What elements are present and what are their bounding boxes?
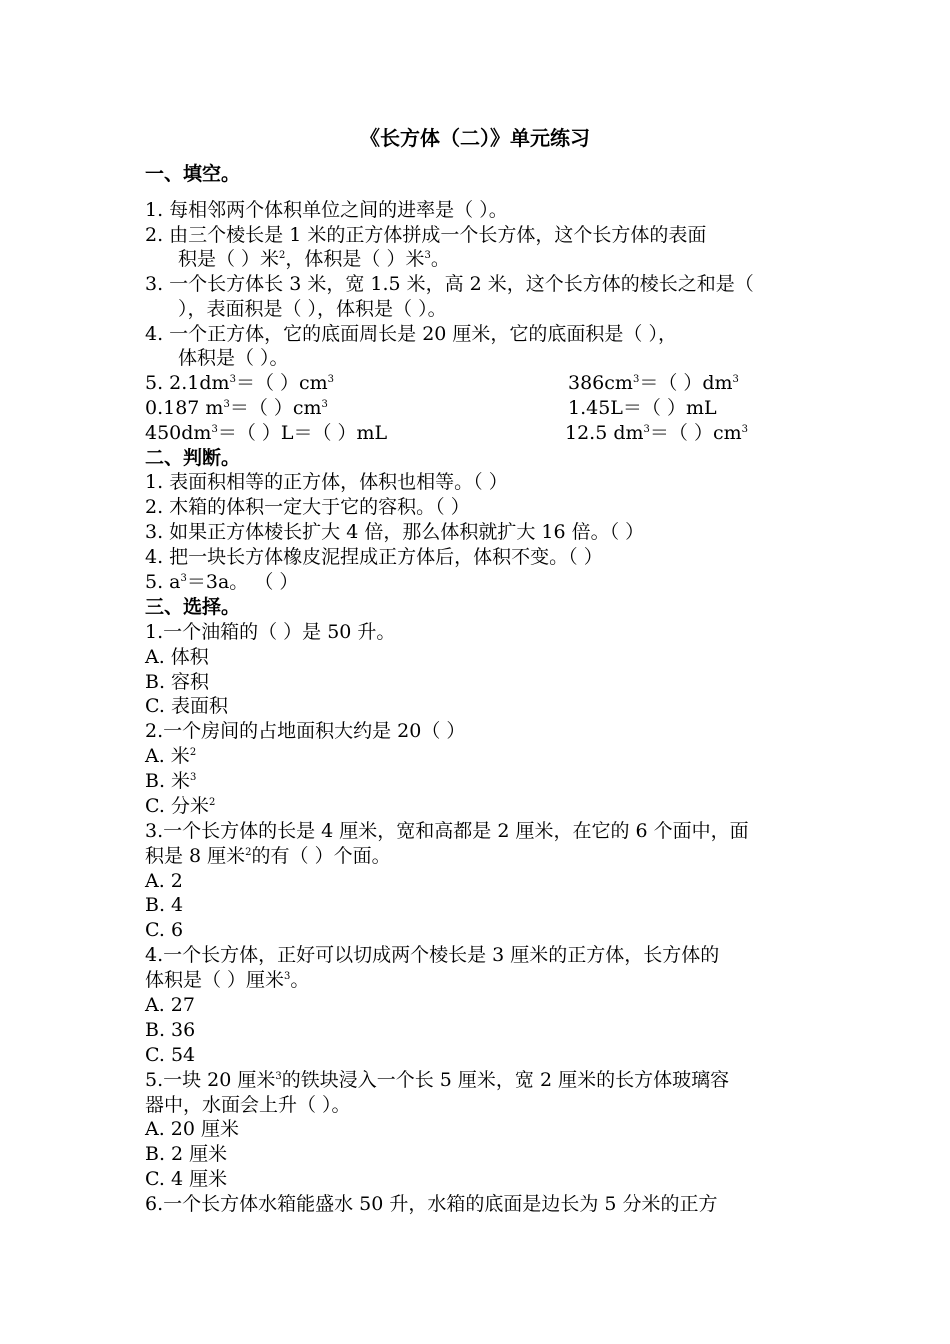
choice-5-option-b: B. 2 厘米 [145, 1143, 228, 1165]
judge-question-2: 2. 木箱的体积一定大于它的容积。（ ） [145, 496, 470, 518]
choice-3-option-c: C. 6 [145, 919, 184, 941]
fill-question-4-line-1: 4. 一个正方体，它的底面周长是 20 厘米，它的底面积是（ ）， [145, 323, 677, 345]
choice-question-1: 1.一个油箱的（ ）是 50 升。 [145, 621, 396, 643]
choice-5-option-a: A. 20 厘米 [145, 1118, 240, 1140]
choice-1-option-c: C. 表面积 [145, 695, 228, 717]
choice-1-option-a: A. 体积 [145, 646, 209, 668]
choice-2-option-c: C. 分米$^2$ [145, 795, 216, 817]
choice-question-4-line-2: 体积是（ ）厘米$^3$。 [145, 969, 310, 991]
fill-question-5-row-2-left: 0.187 $m^3=$（ ）$cm^3$ [145, 397, 328, 419]
fill-question-5-row-2-right: 1.45L＝（ ）mL [568, 397, 717, 419]
choice-question-6-line-1: 6.一个长方体水箱能盛水 50 升，水箱的底面是边长为 5 分米的正方 [145, 1193, 718, 1215]
fill-question-3-line-2: ），表面积是（ ），体积是（ ）。 [178, 298, 447, 320]
fill-question-5-row-3-right: 12.5 $dm^3=$（ ）$cm^3$ [565, 422, 748, 444]
judge-question-5: 5. $a^3=3a$。 （ ） [145, 571, 299, 593]
choice-4-option-c: C. 54 [145, 1044, 196, 1066]
choice-2-option-b: B. 米$^3$ [145, 770, 197, 792]
choice-4-option-a: A. 27 [145, 994, 195, 1016]
fill-question-3-line-1: 3. 一个长方体长 3 米，宽 1.5 米，高 2 米，这个长方体的棱长之和是（ [145, 273, 754, 295]
choice-3-option-b: B. 4 [145, 894, 184, 916]
fill-question-5-row-1-right: $386cm^3=$（ ）$dm^3$ [568, 372, 739, 394]
choice-4-option-b: B. 36 [145, 1019, 196, 1041]
choice-question-5-line-1: 5.一块 20 厘米$^3$的铁块浸入一个长 5 厘米，宽 2 厘米的长方体玻璃容 [145, 1069, 730, 1091]
judge-question-3: 3. 如果正方体棱长扩大 4 倍，那么体积就扩大 16 倍。（ ） [145, 521, 645, 543]
choice-question-3-line-1: 3.一个长方体的长是 4 厘米，宽和高都是 2 厘米，在它的 6 个面中，面 [145, 820, 749, 842]
choice-2-option-a: A. 米$^2$ [145, 745, 197, 767]
fill-question-5-row-3-left: $450dm^3=$（ ）L＝（ ）mL [145, 422, 388, 444]
choice-3-option-a: A. 2 [145, 870, 183, 892]
choice-question-2: 2.一个房间的占地面积大约是 20（ ） [145, 720, 466, 742]
choice-question-4-line-1: 4.一个长方体，正好可以切成两个棱长是 3 厘米的正方体，长方体的 [145, 944, 720, 966]
fill-question-1: 1. 每相邻两个体积单位之间的进率是（ ）。 [145, 199, 508, 221]
fill-question-2-line-1: 2. 由三个棱长是 1 米的正方体拼成一个长方体，这个长方体的表面 [145, 224, 707, 246]
page-title: 《长方体（二）》单元练习 [360, 126, 590, 150]
choice-question-3-line-2: 积是 8 厘米$^2$的有（ ）个面。 [145, 845, 391, 867]
choice-question-5-line-2: 器中，水面会上升（ ）。 [145, 1094, 351, 1116]
choice-5-option-c: C. 4 厘米 [145, 1168, 228, 1190]
fill-question-4-line-2: 体积是（ ）。 [178, 347, 289, 369]
choice-1-option-b: B. 容积 [145, 671, 210, 693]
section-heading-judge: 二、判断。 [145, 447, 241, 469]
section-heading-choice: 三、选择。 [145, 596, 241, 618]
judge-question-1: 1. 表面积相等的正方体，体积也相等。（ ） [145, 471, 508, 493]
section-heading-fill: 一、填空。 [145, 163, 241, 185]
fill-question-5-row-1-left: 5. $2.1dm^3=$（ ）$cm^3$ [145, 372, 335, 394]
fill-question-2-line-2: 积是（ ）米$^2$，体积是（ ）米$^3$。 [178, 248, 450, 270]
judge-question-4: 4. 把一块长方体橡皮泥捏成正方体后，体积不变。（ ） [145, 546, 603, 568]
